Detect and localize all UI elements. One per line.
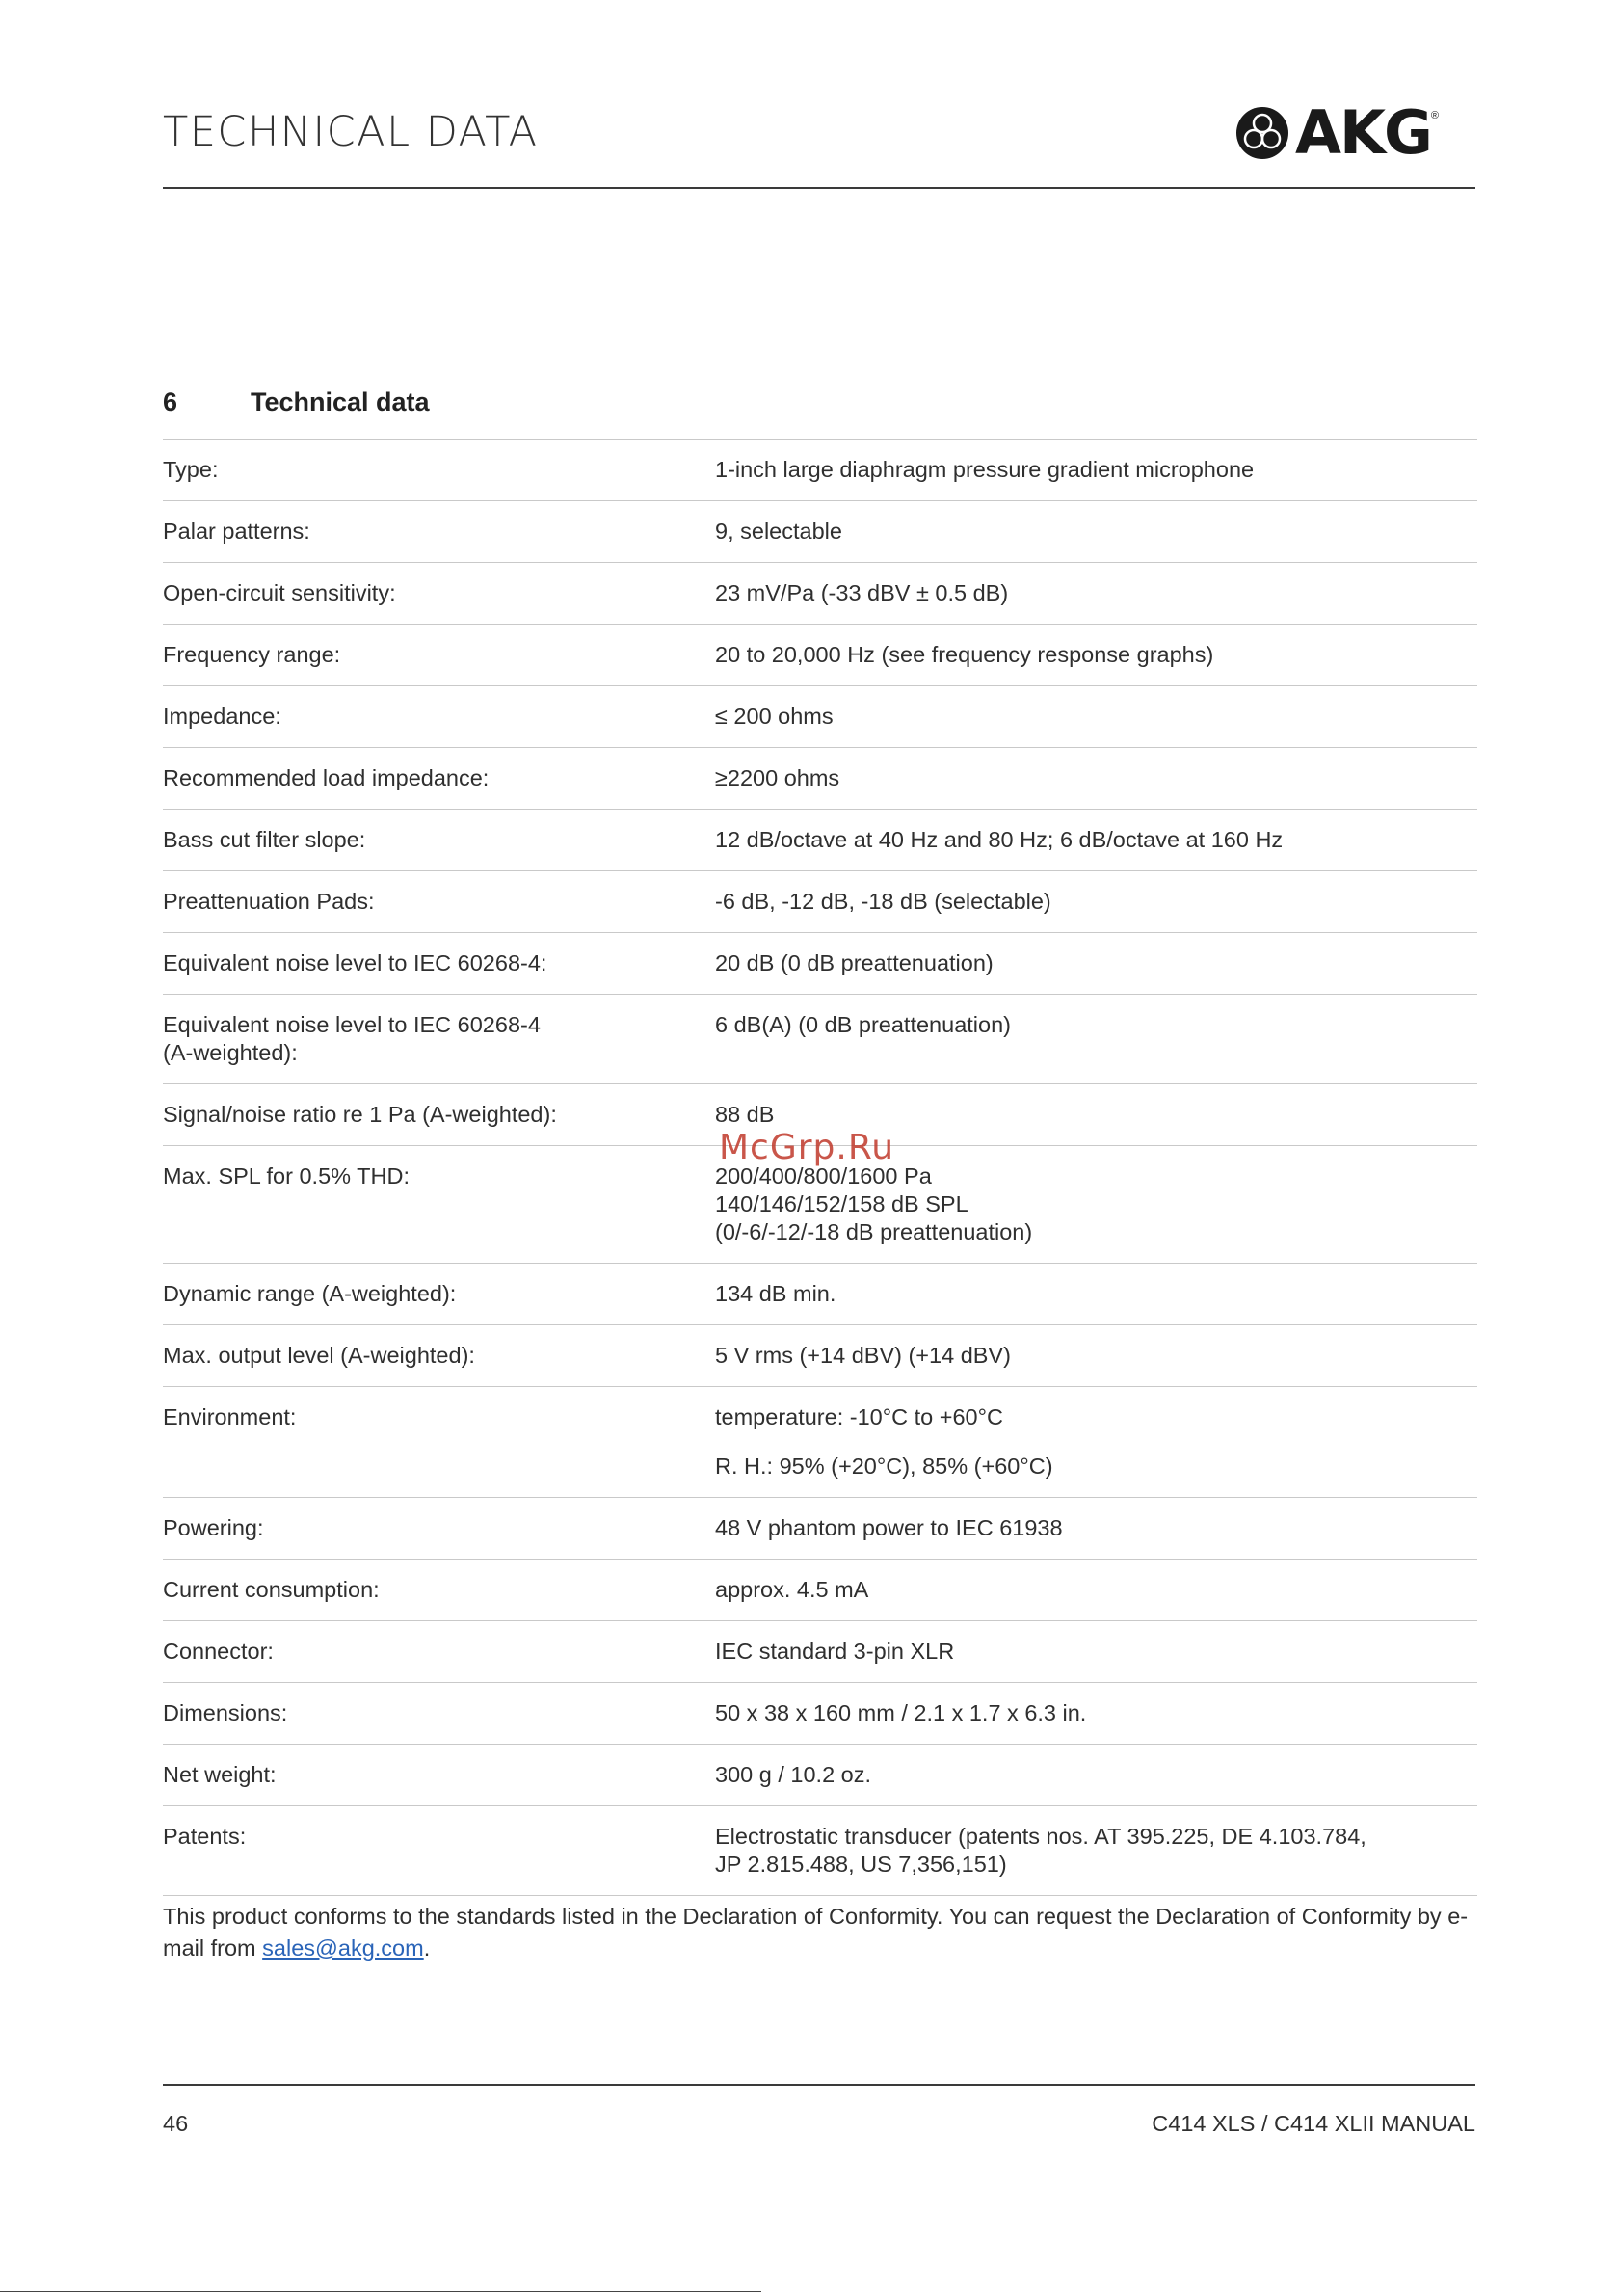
spec-value-line: 20 dB (0 dB preattenuation) [715,950,994,975]
spec-label-line: Preattenuation Pads: [163,889,375,914]
spec-value-line: (0/-6/-12/-18 dB preattenuation) [715,1219,1033,1244]
spec-value [715,748,1477,809]
spec-row [163,871,1477,933]
spec-label [163,1621,715,1682]
spec-label-line: Recommended load impedance: [163,765,490,790]
spec-label [163,748,715,809]
spec-value [715,1264,1477,1324]
watermark: McGrp.Ru [719,1128,895,1167]
email-link[interactable]: sales@akg.com [262,1936,424,1961]
registered-mark: ® [1430,110,1440,121]
spec-row [163,1325,1477,1387]
spec-label-line: Environment: [163,1404,297,1429]
spec-value [715,1560,1477,1620]
page-bottom-edge [0,2291,761,2292]
spec-value-line: ≤ 200 ohms [715,704,834,729]
spec-label-line: Net weight: [163,1762,277,1787]
spec-label-line: Equivalent noise level to IEC 60268-4 [163,1012,541,1037]
spec-label [163,1264,715,1324]
spec-label-line: Max. SPL for 0.5% THD: [163,1163,410,1188]
spec-row [163,1560,1477,1621]
spec-value [715,871,1477,932]
footer-divider [163,2084,1475,2086]
page-number: 46 [163,2111,189,2136]
spec-row [163,933,1477,995]
spec-value-line: 134 dB min. [715,1281,836,1306]
spec-value-line: -6 dB, -12 dB, -18 dB (selectable) [715,889,1051,914]
spec-value-line: IEC standard 3-pin XLR [715,1639,955,1664]
spec-label-line: Palar patterns: [163,519,310,544]
spec-value-line: 20 to 20,000 Hz (see frequency response graphs) [715,642,1214,667]
conformity-note-end: . [423,1936,431,1961]
akg-logo-text: AKG [1295,97,1431,168]
spec-value-line: 50 x 38 x 160 mm / 2.1 x 1.7 x 6.3 in. [715,1700,1087,1725]
spec-value [715,1325,1477,1386]
spec-value [715,1387,1477,1497]
spec-row [163,440,1477,501]
spec-row [163,1498,1477,1560]
spec-label-line: Current consumption: [163,1577,380,1602]
spec-value [715,1745,1477,1805]
spec-label [163,1745,715,1805]
spec-label [163,1084,715,1145]
spec-row [163,1264,1477,1325]
spec-value [715,810,1477,870]
spec-label-line: Type: [163,457,219,482]
spec-label [163,563,715,624]
spec-label-line: Open-circuit sensitivity: [163,580,396,605]
akg-logo [1235,97,1440,168]
spec-label [163,1560,715,1620]
spec-value-line: 9, selectable [715,519,842,544]
spec-label-line: Bass cut filter slope: [163,827,366,852]
spec-label [163,933,715,994]
spec-label-line: (A-weighted): [163,1040,298,1065]
spec-label-line: Max. output level (A-weighted): [163,1343,475,1368]
spec-value [715,995,1477,1083]
manual-title: C414 XLS / C414 XLII MANUAL [1152,2111,1475,2136]
header-divider [163,187,1475,189]
spec-label [163,1806,715,1895]
section-heading [163,387,430,417]
spec-value-gap [715,1431,1477,1453]
conformity-note [163,1901,1483,1964]
spec-label [163,1387,715,1497]
spec-value-line: approx. 4.5 mA [715,1577,869,1602]
spec-value-line: 23 mV/Pa (-33 dBV ± 0.5 dB) [715,580,1009,605]
spec-row [163,995,1477,1084]
spec-label-line: Dynamic range (A-weighted): [163,1281,457,1306]
spec-value [715,933,1477,994]
spec-label [163,1683,715,1744]
spec-value-line: 48 V phantom power to IEC 61938 [715,1515,1063,1540]
spec-label [163,871,715,932]
spec-label-line: Connector: [163,1639,274,1664]
spec-value [715,1498,1477,1559]
spec-label-line: Frequency range: [163,642,341,667]
spec-value-line: 12 dB/octave at 40 Hz and 80 Hz; 6 dB/octave at 160 Hz [715,827,1284,852]
akg-logo-icon [1235,106,1289,160]
spec-row [163,1387,1477,1498]
conformity-note-text: This product conforms to the standards listed in the Declaration of Conformity. You can request the Declaration of Conformity by e-mail from [163,1904,1469,1961]
spec-value-line: ≥2200 ohms [715,765,840,790]
section-title: Technical data [251,387,430,416]
spec-value [715,501,1477,562]
spec-row [163,1621,1477,1683]
section-number: 6 [163,387,178,416]
spec-value-line: 6 dB(A) (0 dB preattenuation) [715,1012,1011,1037]
spec-row [163,625,1477,686]
spec-label-line: Dimensions: [163,1700,288,1725]
spec-row [163,1683,1477,1745]
spec-value [715,440,1477,500]
spec-row [163,686,1477,748]
spec-value-line: 1-inch large diaphragm pressure gradient microphone [715,457,1255,482]
spec-row [163,1745,1477,1806]
spec-row [163,1806,1477,1896]
spec-value [715,1806,1477,1895]
spec-value-line: 200/400/800/1600 Pa [715,1163,932,1188]
spec-row [163,501,1477,563]
spec-value [715,1683,1477,1744]
spec-row [163,563,1477,625]
spec-label [163,1325,715,1386]
spec-value-line: 88 dB [715,1102,775,1127]
spec-value [715,686,1477,747]
spec-label [163,686,715,747]
page-header-title: TECHNICAL DATA [163,108,539,156]
spec-row [163,748,1477,810]
spec-value [715,625,1477,685]
spec-label [163,1146,715,1263]
spec-label-line: Powering: [163,1515,264,1540]
spec-value-line: Electrostatic transducer (patents nos. AT 395.225, DE 4.103.784, [715,1824,1366,1849]
spec-value-line: R. H.: 95% (+20°C), 85% (+60°C) [715,1454,1053,1479]
spec-label [163,995,715,1083]
spec-row [163,810,1477,871]
spec-label [163,625,715,685]
spec-value [715,563,1477,624]
spec-label-line: Patents: [163,1824,247,1849]
spec-value-line: JP 2.815.488, US 7,356,151) [715,1852,1007,1877]
spec-value-line: temperature: -10°C to +60°C [715,1404,1003,1429]
spec-value-line: 5 V rms (+14 dBV) (+14 dBV) [715,1343,1011,1368]
spec-label-line: Signal/noise ratio re 1 Pa (A-weighted): [163,1102,557,1127]
spec-label [163,501,715,562]
spec-table [163,439,1477,1896]
spec-value [715,1621,1477,1682]
spec-value-line: 140/146/152/158 dB SPL [715,1191,968,1216]
spec-label [163,810,715,870]
spec-label [163,440,715,500]
spec-value-line: 300 g / 10.2 oz. [715,1762,872,1787]
spec-label-line: Equivalent noise level to IEC 60268-4: [163,950,547,975]
spec-label [163,1498,715,1559]
spec-label-line: Impedance: [163,704,281,729]
